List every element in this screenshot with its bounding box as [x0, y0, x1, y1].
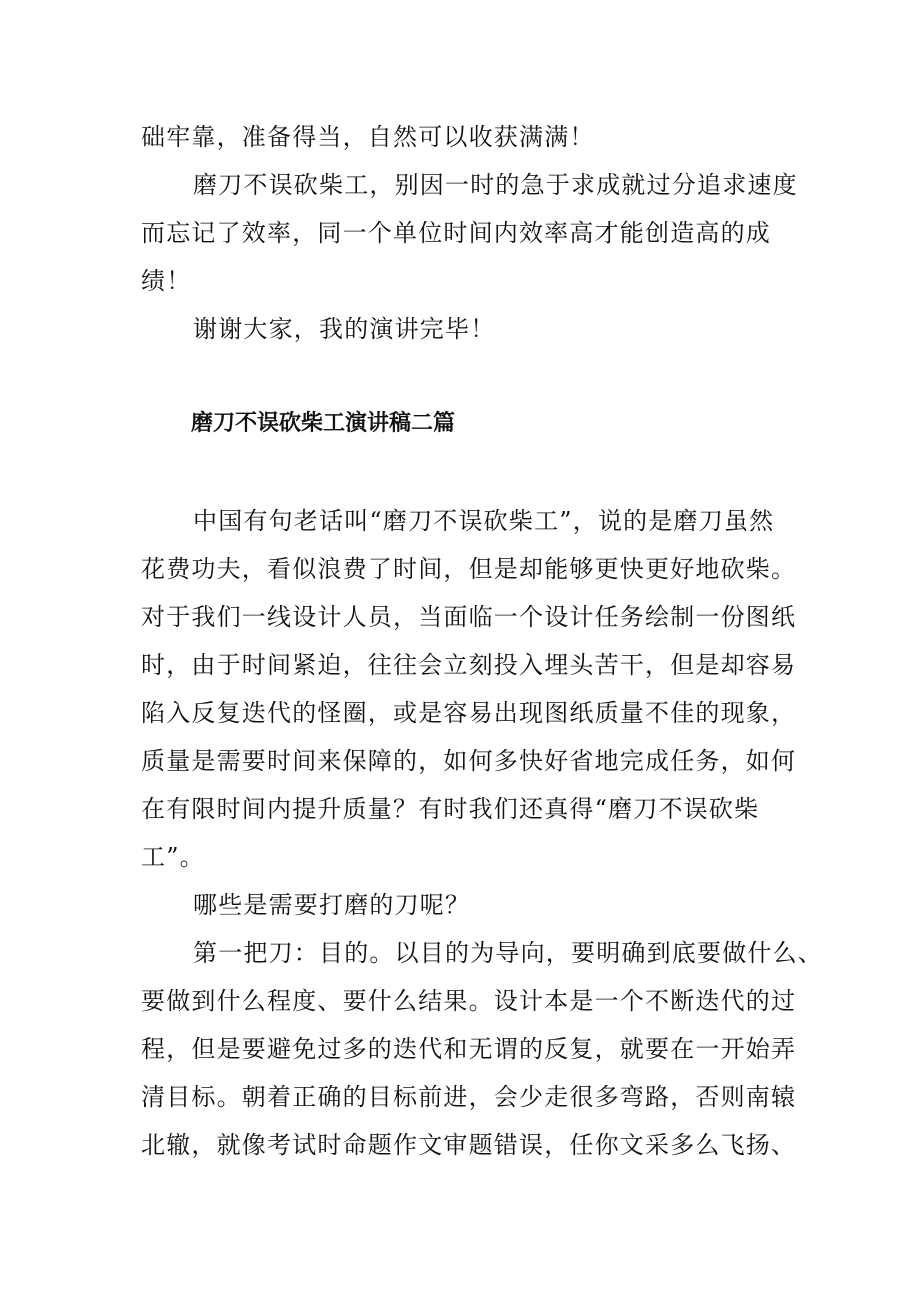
paragraph-line: 绩！: [141, 267, 192, 295]
paragraph-line: 础牢靠，准备得当，自然可以收获满满！: [141, 123, 595, 151]
paragraph-line: 北辙，就像考试时命题作文审题错误，任你文采多么飞扬、: [141, 1131, 797, 1159]
paragraph-line: 要做到什么程度、要什么结果。设计本是一个不断迭代的过: [141, 987, 797, 1015]
paragraph-line: 中国有句老话叫“磨刀不误砍柴工”，说的是磨刀虽然: [193, 507, 775, 535]
paragraph-line: 程，但是要避免过多的迭代和无谓的反复，就要在一开始弄: [141, 1035, 797, 1063]
section-heading: 磨刀不误砍柴工演讲稿二篇: [191, 411, 456, 436]
paragraph-line: 时，由于时间紧迫，往往会立刻投入埋头苦干，但是却容易: [141, 651, 797, 679]
paragraph-line: 在有限时间内提升质量？有时我们还真得“磨刀不误砍柴: [141, 795, 760, 823]
paragraph-line: 陷入反复迭代的怪圈，或是容易出现图纸质量不佳的现象，: [141, 699, 797, 727]
paragraph-line: 质量是需要时间来保障的，如何多快好省地完成任务，如何: [141, 747, 797, 775]
paragraph-line: 工”。: [141, 843, 205, 871]
paragraph-line: 谢谢大家，我的演讲完毕！: [193, 315, 496, 343]
paragraph-line: 花费功夫，看似浪费了时间，但是却能够更快更好地砍柴。: [141, 555, 797, 583]
paragraph-line: 对于我们一线设计人员，当面临一个设计任务绘制一份图纸: [141, 603, 797, 631]
paragraph-line: 磨刀不误砍柴工，别因一时的急于求成就过分追求速度: [193, 171, 798, 199]
paragraph-line: 哪些是需要打磨的刀呢？: [193, 891, 471, 919]
paragraph-line: 而忘记了效率，同一个单位时间内效率高才能创造高的成: [141, 219, 771, 247]
paragraph-line: 第一把刀：目的。以目的为导向，要明确到底要做什么、: [193, 939, 823, 967]
paragraph-line: 清目标。朝着正确的目标前进，会少走很多弯路，否则南辕: [141, 1083, 797, 1111]
